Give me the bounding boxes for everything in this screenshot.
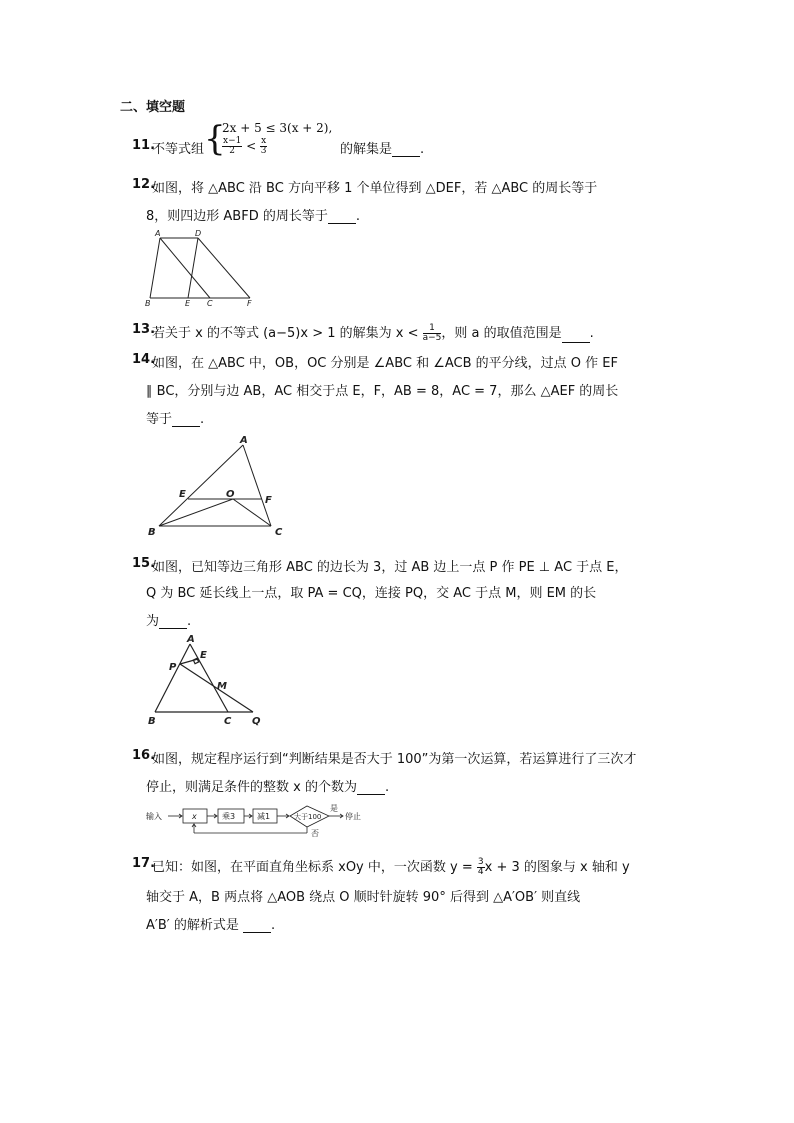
q15-label-e: E xyxy=(200,650,207,661)
q17-line1b: x + 3 的图象与 x 轴和 y xyxy=(484,860,630,875)
q11-end: . xyxy=(420,142,425,157)
q16-flow-yes: 是 xyxy=(330,804,338,813)
q14-line3: 等于 xyxy=(146,412,173,427)
q12-figure xyxy=(140,228,260,308)
q11-brace: { xyxy=(204,119,226,159)
q15-label-p: P xyxy=(169,662,177,673)
q17-line3-wrap xyxy=(146,914,275,933)
q13-end: . xyxy=(589,326,594,341)
q15-label-q: Q xyxy=(252,716,261,727)
q15-answer-blank[interactable] xyxy=(159,616,187,629)
q11-eq2-op: < xyxy=(246,139,257,153)
q16-flow-box3: 减1 xyxy=(257,812,271,821)
q12-number: 12. xyxy=(132,177,156,192)
q15-end: . xyxy=(187,614,192,629)
q16-flow-box2: 乘3 xyxy=(222,812,236,821)
q16-line2-wrap xyxy=(146,776,389,795)
q16-flow-stop: 停止 xyxy=(345,812,361,821)
q13-frac-den: a−5 xyxy=(422,333,442,343)
q15-label-c: C xyxy=(224,716,232,727)
q12-label-f: F xyxy=(247,299,252,308)
q14-label-o: O xyxy=(226,489,235,500)
q11-eq2-right-num: x xyxy=(261,136,267,146)
q15-figure xyxy=(145,632,275,732)
q16-flow-decision: 大于100 xyxy=(294,813,322,821)
q14-line1: 如图，在 △ABC 中，OB，OC 分别是 ∠ABC 和 ∠ACB 的平分线，过点 O 作 EF xyxy=(152,356,618,371)
q11-eq1: 2x + 5 ≤ 3(x + 2), xyxy=(222,121,333,135)
q11-eq2-left-den: 2 xyxy=(229,146,236,156)
q11-answer-blank[interactable] xyxy=(392,144,420,157)
q12-label-b: B xyxy=(145,299,151,308)
q12-label-a: A xyxy=(155,229,161,238)
q14-line3-wrap xyxy=(146,408,204,427)
q13-number: 13. xyxy=(132,322,156,337)
q15-line1: 如图，已知等边三角形 ABC 的边长为 3，过 AB 边上一点 P 作 PE ⊥ AC 于点 E， xyxy=(152,560,628,575)
q14-label-c: C xyxy=(275,527,283,538)
q16-end: . xyxy=(384,780,390,795)
q17-end: . xyxy=(271,918,276,933)
q12-line2-wrap xyxy=(146,205,360,224)
q13-answer-blank[interactable] xyxy=(562,330,590,343)
q15-line2: Q 为 BC 延长线上一点，取 PA = CQ，连接 PQ，交 AC 于点 M，则 EM 的长 xyxy=(146,586,597,601)
q17-frac-num: 3 xyxy=(477,857,484,867)
q17-line3: A′B′ 的解析式是 xyxy=(146,918,239,933)
q11-suffix-text: 的解集是 xyxy=(340,142,393,157)
q16-line1: 如图，规定程序运行到“判断结果是否大于 100”为第一次运算，若运算进行了三次才 xyxy=(152,752,637,767)
q12-line1: 如图，将 △ABC 沿 BC 方向平移 1 个单位得到 △DEF，若 △ABC 的周长等于 xyxy=(152,181,598,196)
q11-eq2 xyxy=(222,137,267,156)
q17-line2: 轴交于 A，B 两点将 △AOB 绕点 O 顺时针旋转 90° 后得到 △A′OB′ 则直线 xyxy=(146,890,581,905)
q12-label-d: D xyxy=(195,229,202,238)
q16-flowchart xyxy=(146,802,386,842)
q11-eq2-left-num: x−1 xyxy=(223,136,242,146)
q14-label-a: A xyxy=(240,435,248,446)
q15-label-m: M xyxy=(217,681,227,692)
q17-answer-blank[interactable] xyxy=(243,920,271,933)
q15-number: 15. xyxy=(132,556,156,571)
q16-flow-input: 输入 xyxy=(146,812,162,821)
q16-answer-blank[interactable] xyxy=(357,782,385,795)
q17-frac-den: 4 xyxy=(477,867,484,877)
q16-line2: 停止，则满足条件的整数 x 的个数为 xyxy=(146,780,357,795)
q13-frac-num: 1 xyxy=(423,324,442,334)
q17-line1a: 已知：如图，在平面直角坐标系 xOy 中，一次函数 y = xyxy=(152,860,473,875)
q12-line2: 8，则四边形 ABFD 的周长等于 xyxy=(146,209,328,224)
q16-flow-no: 否 xyxy=(311,829,319,838)
q14-label-f: F xyxy=(265,495,272,506)
q16-flow-box1: x xyxy=(192,812,197,821)
q15-line3: 为 xyxy=(146,614,160,629)
q17-line1 xyxy=(152,856,630,877)
q14-line2: ∥ BC，分别与边 AB，AC 相交于点 E，F，AB = 8，AC = 7，那么 △AEF 的周长 xyxy=(146,384,619,399)
q17-number: 17. xyxy=(132,856,156,871)
q14-figure xyxy=(145,433,295,543)
q14-label-b: B xyxy=(148,527,156,538)
q16-number: 16. xyxy=(132,748,156,763)
q13-line xyxy=(152,322,594,343)
q14-number: 14. xyxy=(132,352,156,367)
q13-text: 若关于 x 的不等式 (a−5)x > 1 的解集为 x < xyxy=(152,326,419,341)
q15-label-a: A xyxy=(187,634,195,645)
q14-answer-blank[interactable] xyxy=(172,414,200,427)
q14-label-e: E xyxy=(179,489,186,500)
q12-label-c: C xyxy=(207,299,213,308)
q11-suffix xyxy=(340,138,424,157)
q14-end: . xyxy=(200,412,205,427)
q15-line3-wrap xyxy=(146,610,191,629)
q12-label-e: E xyxy=(185,299,191,308)
q11-prefix: 不等式组 xyxy=(152,142,205,157)
q15-label-b: B xyxy=(148,716,156,727)
section-title: 二、填空题 xyxy=(120,100,186,115)
q12-answer-blank[interactable] xyxy=(328,211,356,224)
q12-end: . xyxy=(355,209,360,224)
q11-eq2-right-den: 3 xyxy=(260,146,267,156)
q13-text2: ，则 a 的取值范围是 xyxy=(441,326,562,341)
q11-number: 11. xyxy=(132,138,156,153)
